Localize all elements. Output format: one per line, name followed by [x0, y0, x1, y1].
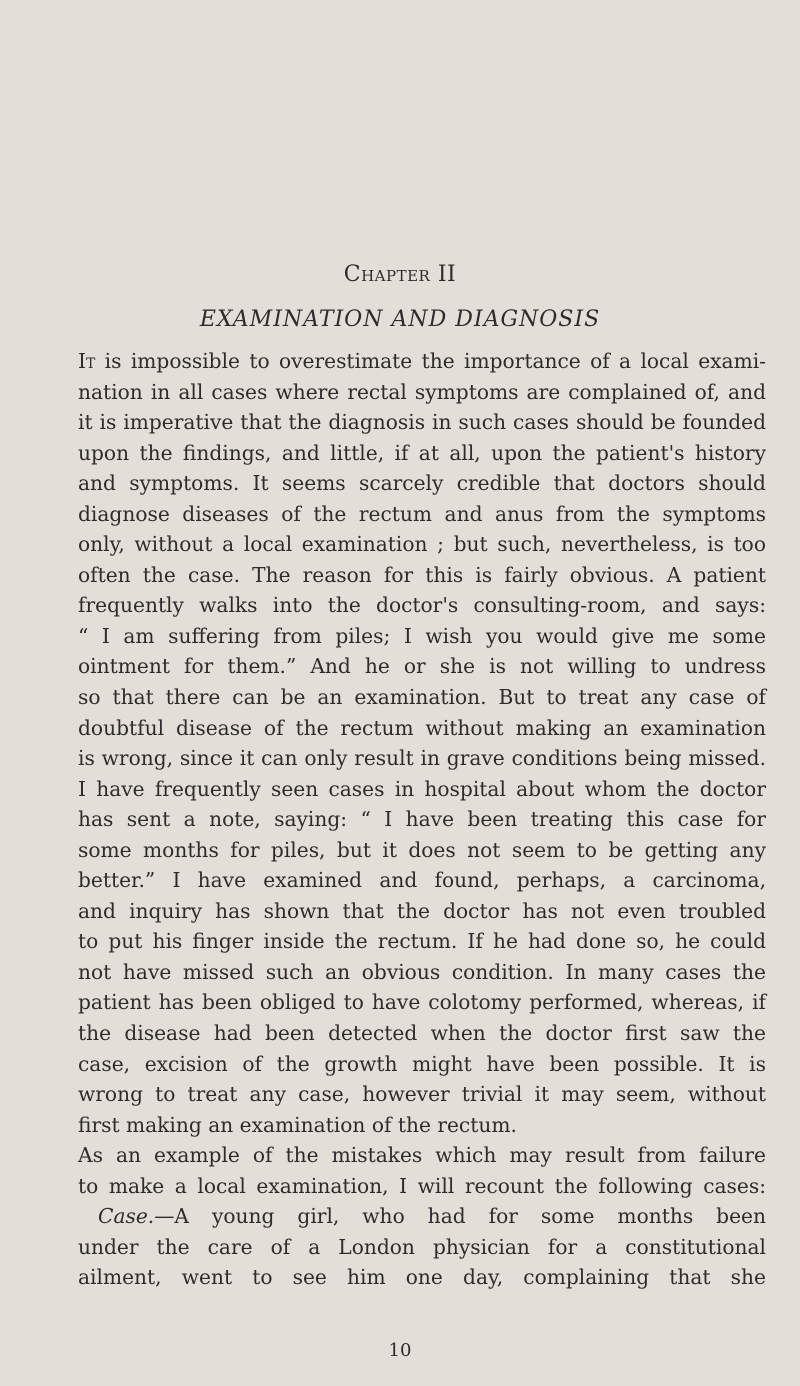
paragraph-1-line: only, without a local examination ; but such, nevertheless, is too — [78, 532, 766, 557]
paragraph-1-line: upon the findings, and little, if at all, upon the patient's history — [78, 440, 766, 465]
paragraph-1-line: case, excision of the growth might have been possible. It is — [78, 1051, 766, 1076]
paragraph-1-line: frequently walks into the doctor's consulting-room, and says: — [78, 593, 766, 618]
paragraph-1-line: the disease had been detected when the doctor first saw the — [78, 1021, 766, 1046]
chapter-heading: Chapter II — [343, 262, 457, 287]
paragraph-1-line: it is imperative that the diagnosis in such cases should be founded — [78, 410, 766, 435]
paragraph-1-line: wrong to treat any case, however trivial it may seem, without — [78, 1082, 766, 1107]
paragraph-3-line: under the care of a London physician for a constitutional — [78, 1234, 766, 1259]
paragraph-1-line: not have missed such an obvious condition. In many cases the — [78, 959, 766, 984]
paragraph-1-line: and symptoms. It seems scarcely credible that doctors should — [78, 471, 766, 496]
paragraph-1-line: to put his finger inside the rectum. If he had done so, he could — [78, 929, 766, 954]
paragraph-3-line: Case.—A young girl, who had for some months been — [98, 1204, 766, 1229]
paragraph-1-line: often the case. The reason for this is fairly obvious. A patient — [78, 562, 766, 587]
case-label: Case. — [98, 1204, 155, 1229]
paragraph-1-line: I have frequently seen cases in hospital about whom the doctor — [78, 776, 766, 801]
paragraph-1-line: some months for piles, but it does not seem to be getting any — [78, 837, 766, 862]
paragraph-1-line: so that there can be an examination. But to treat any case of — [78, 685, 766, 710]
paragraph-1-line: ointment for them.” And he or she is not willing to undress — [78, 654, 766, 679]
page-number: 10 — [388, 1340, 412, 1361]
paragraph-1-line: first making an examination of the rectum. — [78, 1112, 517, 1137]
paragraph-1-line: nation in all cases where rectal symptoms are complained of, and — [78, 379, 766, 404]
paragraph-1-line: diagnose diseases of the rectum and anus from the symptoms — [78, 501, 766, 526]
body-text — [78, 346, 766, 1293]
chapter-title: EXAMINATION AND DIAGNOSIS — [199, 307, 601, 332]
paragraph-1-line: is wrong, since it can only result in grave conditions being missed. — [78, 746, 766, 771]
paragraph-1-line: has sent a note, saying: “ I have been treating this case for — [78, 807, 766, 832]
paragraph-1-line: doubtful disease of the rectum without making an examination — [78, 715, 766, 740]
paragraph-1-line: It is impossible to overestimate the importance of a local exami- — [78, 349, 766, 373]
paragraph-1-line: patient has been obliged to have colotomy performed, whereas, if — [78, 990, 766, 1015]
paragraph-1-line: “ I am suffering from piles; I wish you would give me some — [78, 623, 766, 648]
paragraph-2-line: As an example of the mistakes which may result from failure — [78, 1143, 766, 1168]
paragraph-3-line: ailment, went to see him one day, complaining that she — [78, 1265, 766, 1290]
lead-small-caps: It — [78, 349, 96, 373]
paragraph-1-line: and inquiry has shown that the doctor has not even troubled — [78, 898, 766, 923]
paragraph-1-line: better.” I have examined and found, perhaps, a carcinoma, — [78, 868, 766, 893]
paragraph-2-line: to make a local examination, I will recount the following cases: — [78, 1173, 766, 1198]
